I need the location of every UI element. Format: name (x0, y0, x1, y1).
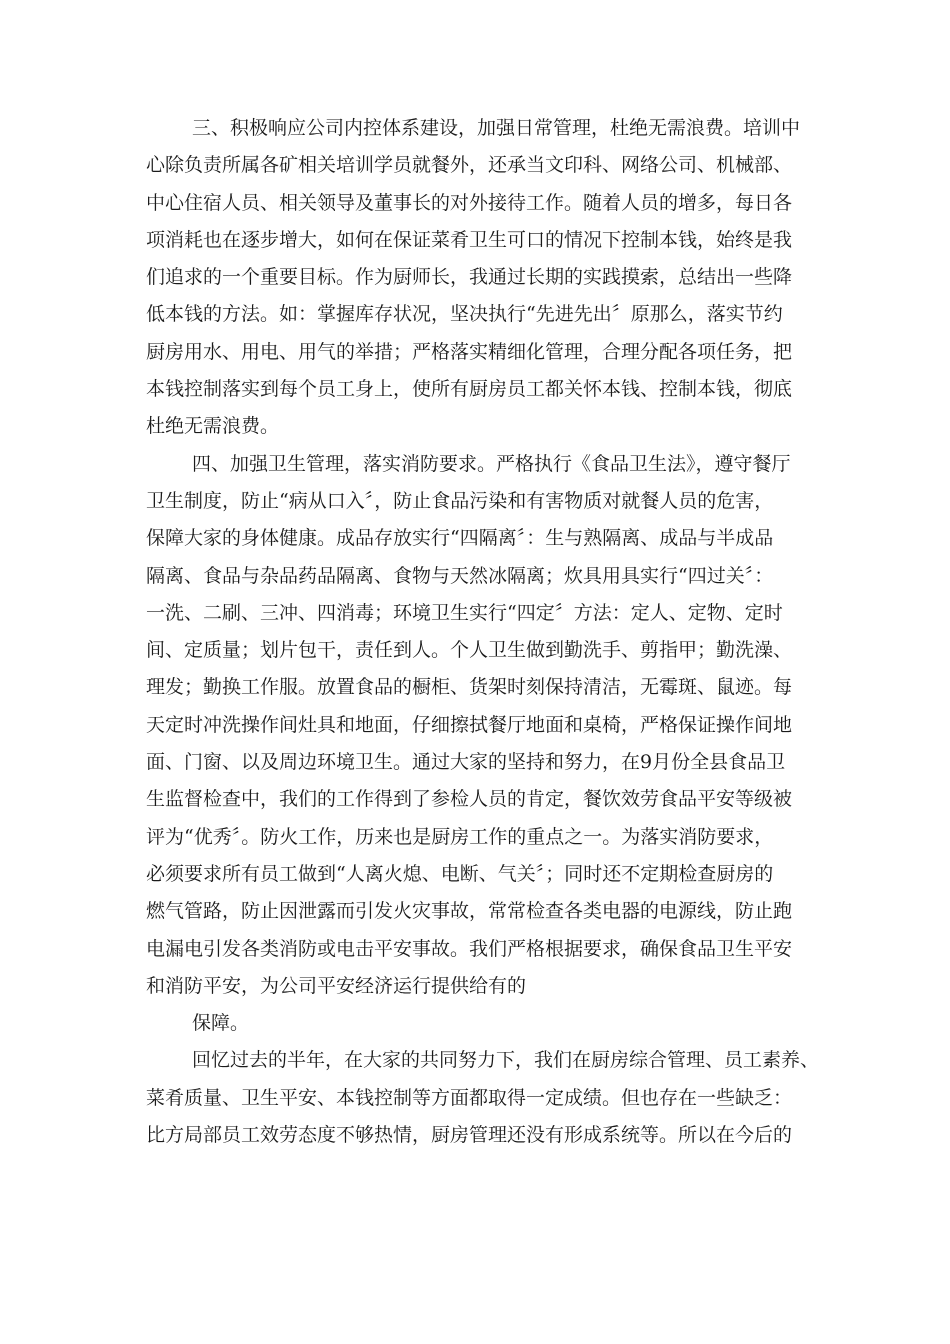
paragraph-3-line: 杜绝无需浪费。 (146, 415, 280, 438)
paragraph-4-line: 生监督检查中，我们的工作得到了参检人员的肯定，餐饮效劳食品平安等级被 (146, 788, 793, 811)
paragraph-4-line: 和消防平安，为公司平安经济运行提供给有的 (146, 974, 527, 997)
paragraph-3-line: 厨房用水、用电、用气的举措；严格落实精细化管理，合理分配各项任务，把 (146, 340, 793, 363)
paragraph-3-line: 中心住宿人员、相关领导及董事长的对外接待工作。随着人员的增多，每日各 (146, 191, 793, 214)
paragraph-4-line: 一洗、二刷、三冲、四消毒；环境卫生实行“四定〞方法：定人、定物、定时 (146, 601, 783, 624)
paragraph-4-line: 天定时冲洗操作间灶具和地面，仔细擦拭餐厅地面和桌椅，严格保证操作间地 (146, 713, 793, 736)
paragraph-3-line: 三、积极响应公司内控体系建设，加强日常管理，杜绝无需浪费。培训中 (192, 117, 801, 139)
paragraph-3-line: 本钱控制落实到每个员工身上，使所有厨房员工都关怀本钱、控制本钱，彻底 (146, 378, 793, 401)
paragraph-4-line: 隔离、食品与杂品药品隔离、食物与天然冰隔离；炊具用具实行“四过关〞： (146, 564, 774, 587)
paragraph-4-line: 保障大家的身体健康。成品存放实行“四隔离〞：生与熟隔离、成品与半成品 (146, 527, 774, 550)
paragraph-3-line: 低本钱的方法。如：掌握库存状况，坚决执行“先进先出〞原那么，落实节约 (146, 303, 783, 326)
paragraph-4-line: 电漏电引发各类消防或电击平安事故。我们严格根据要求，确保食品卫生平安 (146, 937, 793, 960)
paragraph-5-line: 回忆过去的半年，在大家的共同努力下，我们在厨房综合管理、员工素养、 (192, 1049, 820, 1072)
paragraph-4-line: 间、定质量；划片包干，责任到人。个人卫生做到勤洗手、剪指甲；勤洗澡、 (146, 639, 793, 662)
paragraph-4-line: 保障。 (192, 1012, 250, 1035)
paragraph-3-line: 们追求的一个重要目标。作为厨师长，我通过长期的实践摸索，总结出一些降 (146, 266, 793, 289)
paragraph-4-line: 四、加强卫生管理，落实消防要求。严格执行《食品卫生法》，遵守餐厅 (192, 452, 791, 475)
paragraph-5-line: 菜肴质量、卫生平安、本钱控制等方面都取得一定成绩。但也存在一些缺乏： (146, 1086, 793, 1109)
paragraph-4-line: 面、门窗、以及周边环境卫生。通过大家的坚持和努力，在9月份全县食品卫 (146, 751, 786, 774)
paragraph-4-line: 卫生制度，防止“病从口入〞，防止食品污染和有害物质对就餐人员的危害， (146, 489, 774, 512)
paragraph-4-line: 必须要求所有员工做到“人离火熄、电断、气关〞；同时还不定期检查厨房的 (146, 862, 774, 885)
paragraph-4-line: 评为“优秀〞。防火工作，历来也是厨房工作的重点之一。为落实消防要求， (146, 825, 774, 848)
paragraph-3-line: 项消耗也在逐步增大，如何在保证菜肴卫生可口的情况下控制本钱，始终是我 (146, 228, 793, 251)
paragraph-4-line: 燃气管路，防止因泄露而引发火灾事故，常常检查各类电器的电源线，防止跑 (146, 900, 793, 923)
paragraph-3-line: 心除负责所属各矿相关培训学员就餐外，还承当文印科、网络公司、机械部、 (146, 154, 793, 177)
paragraph-4-line: 理发；勤换工作服。放置食品的橱柜、货架时刻保持清洁，无霉斑、鼠迹。每 (146, 676, 793, 699)
paragraph-5-line: 比方局部员工效劳态度不够热情，厨房管理还没有形成系统等。所以在今后的 (146, 1124, 793, 1147)
body-text (146, 110, 836, 1154)
